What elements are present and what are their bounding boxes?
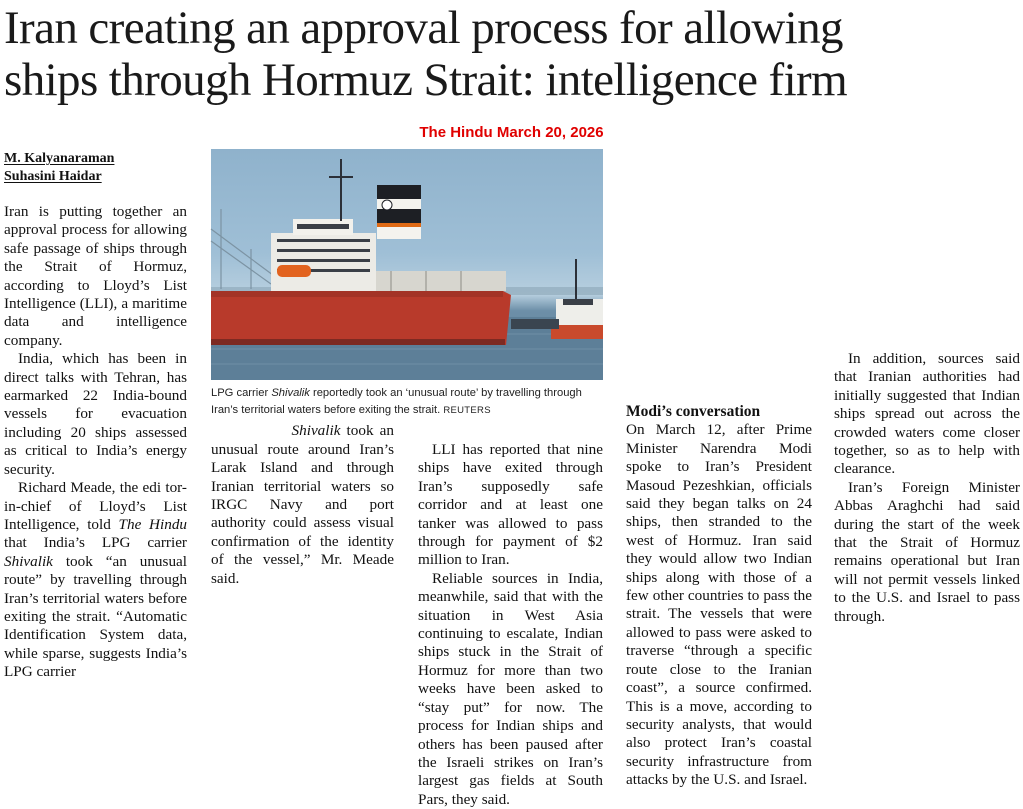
subheading: Modi’s conversation — [626, 403, 761, 420]
paragraph: LLI has reported that nine ships have exited through Iran’s supposedly safe corridor and at least one tanker was allowed to pass through for payment of $2 million to Iran. — [418, 441, 603, 569]
headline — [4, 2, 1020, 106]
byline — [4, 150, 114, 186]
article-column-1 — [4, 203, 188, 681]
ship-name: Shivalik — [4, 552, 53, 570]
dateline: The Hindu March 20, 2026 — [419, 124, 604, 141]
ship-name: Shivalik — [291, 422, 341, 440]
paragraph: India, which has been in direct talks with Tehran, has earmarked 22 India-bound vessels for evacuation including 20 ships assessed as critical to India’s energy security. — [4, 350, 187, 478]
paragraph — [211, 312, 394, 588]
paragraph-text: took an unusual route around Iran’s Larak Island and through Iranian territorial waters so IRGC Navy and port authority could assess visual confirmation of the identity of the vessel,” Mr. Meade said. — [211, 422, 394, 587]
author-name[interactable]: Suhasini Haidar — [4, 169, 102, 184]
paragraph-text: Richard Meade, the edi tor-in-chief of Lloyd’s List Intelligence, told — [4, 479, 187, 533]
caption-text: LPG carrier — [211, 387, 272, 399]
paragraph: Reliable sources in India, meanwhile, said that with the situation in West Asia continuing to escalate, Indian ships stuck in the Strait of Hormuz for more than two weeks have been asked to “stay put” for now. The process for Indian ships and others has been paused after the Israeli strikes on Iran’s largest gas fields at South Pars, they said. — [418, 569, 603, 808]
headline-line-2: ships through Hormuz Strait: intelligence firm — [4, 54, 848, 106]
paragraph: Iran’s Foreign Minister Abbas Araghchi had said during the start of the week that the Strait of Hormuz remains operational but Iran will not permit vessels linked to the U.S. and Israel to pass through. — [834, 478, 1020, 625]
publication-name: The Hindu — [118, 515, 188, 533]
article-column-2 — [211, 422, 394, 623]
caption-text: reportedly took an ‘unusual route’ by travelling through Iran’s territorial waters before exiting the strait. — [211, 387, 582, 416]
paragraph-text: that India’s LPG carrier — [4, 534, 187, 552]
author-name[interactable]: M. Kalyanaraman — [4, 151, 115, 166]
article-column-5 — [834, 148, 1020, 623]
photo-credit: REUTERS — [443, 405, 491, 416]
headline-line-1: Iran creating an approval process for allowing — [4, 2, 843, 54]
paragraph: In addition, sources said that Iranian authorities had initially suggested that Indian ships spread out across the crowded waters come closer together, so as to help with clearance. — [834, 350, 1020, 478]
paragraph: On March 12, after Prime Minister Narendra Modi spoke to Iran’s President Masoud Pezeshkian, officials said they began talks on 24 ships, then stranded to the west of Hormuz. Iran said they would allow two Indian ships along with those of a few other countries to pass the strait. The vessels that were allowed to pass were asked to traverse “through a specific route close to the Iranian coast”, a source confirmed. This is a move, according to security analysts, that would also protect Iran’s coastal security infrastructure from attacks by the U.S. and Israel. — [626, 421, 812, 789]
caption-ship-name: Shivalik — [271, 387, 310, 399]
paragraph — [4, 479, 187, 681]
article-column-4 — [626, 148, 812, 789]
article-column-3 — [418, 441, 603, 808]
paragraph: Iran is putting together an approval process for allowing safe passage of ships through the Strait of Hormuz, according to Lloyd’s List Intelligence (LLI), a maritime data and intelligence company. — [4, 203, 187, 349]
paragraph-text: took “an unusual route” by travelling through Iran’s territorial waters before exiting the strait. “Automatic Identification System data, while sparse, suggests India’s LPG carrier — [4, 552, 187, 681]
